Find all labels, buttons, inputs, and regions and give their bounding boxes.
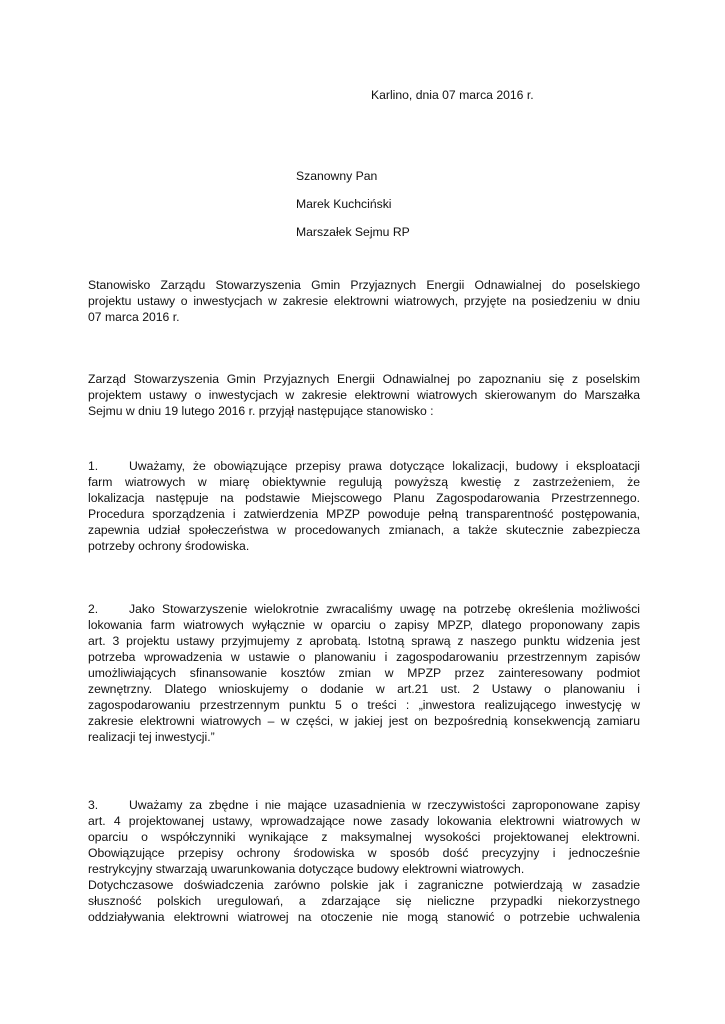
- point-3-number: 3.: [88, 798, 99, 812]
- point-3-line: oddziaływania elektrowni wiatrowej na otoczenie nie mogą stanowić o potrzebie uchwalenia: [88, 910, 640, 924]
- point-1-line-first: [88, 458, 640, 474]
- date-line: Karlino, dnia 07 marca 2016 r.: [371, 88, 534, 102]
- point-1-line: zapewnia udział społeczeństwa w procedowanych zmianach, a także skutecznie zabezpiecza: [88, 523, 640, 537]
- point-2-line: zewnętrzny. Dlatego wnioskujemy o dodanie w art.21 ust. 2 Ustawy o planowaniu i: [88, 682, 640, 696]
- point-1-paragraph: [88, 458, 640, 554]
- title-paragraph: [88, 277, 640, 325]
- point-2-number: 2.: [88, 602, 99, 616]
- point-1-line: potrzeby ochrony środowiska.: [88, 539, 250, 553]
- point-2-line: lokowania farm wiatrowych wyłącznie w oparciu o zapisy MPZP, dlatego proponowany zapis: [88, 618, 640, 632]
- point-3-line: słuszność polskich uregulowań, a zdarzające się nieliczne przypadki niekorzystnego: [88, 894, 640, 908]
- point-1-line: lokalizacja następuje na podstawie Miejscowego Planu Zagospodarowania Przestrzennego.: [88, 491, 640, 505]
- intro-paragraph: [88, 371, 640, 419]
- point-3-line: restrykcyjny stwarzają uwarunkowania dotyczące budowy elektrowni wiatrowych.: [88, 862, 525, 876]
- title-line: Stanowisko Zarządu Stowarzyszenia Gmin Przyjaznych Energii Odnawialnej do poselskiego: [88, 278, 640, 292]
- point-2-line: zagospodarowaniu przestrzennym punktu 5 o treści : „inwestora realizującego inwestycję w: [88, 698, 640, 712]
- point-3-line: oparciu o współczynniki wynikające z maksymalnej wysokości projektowanej elektrowni.: [88, 830, 640, 844]
- point-2-line: umożliwiających sfinansowanie kosztów zmian w MPZP przez zainteresowany podmiot: [88, 666, 640, 680]
- addressee-salutation: Szanowny Pan: [296, 169, 378, 183]
- point-2-line: realizacji tej inwestycji.”: [88, 730, 215, 744]
- point-3-line: Dotychczasowe doświadczenia zarówno polskie jak i zagraniczne potwierdzają w zasadzie: [88, 878, 640, 892]
- point-1-number: 1.: [88, 459, 99, 473]
- intro-line: Sejmu w dniu 19 lutego 2016 r. przyjął następujące stanowisko :: [88, 404, 434, 418]
- point-2-line: art. 3 projektu ustawy przyjmujemy z aprobatą. Istotną sprawą z naszego punktu widzenia jest: [88, 634, 640, 648]
- point-3-line: art. 4 projektowanej ustawy, wprowadzające nowe zasady lokowania elektrowni wiatrowych w: [88, 814, 640, 828]
- point-3-text: Uważamy za zbędne i nie mające uzasadnienia w rzeczywistości zaproponowane zapisy: [129, 798, 640, 812]
- point-3-paragraph: [88, 797, 640, 925]
- intro-line: Zarząd Stowarzyszenia Gmin Przyjaznych Energii Odnawialnej po zapoznaniu się z poselskim: [88, 372, 640, 386]
- point-2-text: Jako Stowarzyszenie wielokrotnie zwracaliśmy uwagę na potrzebę określenia możliwości: [129, 602, 640, 616]
- title-line: projektu ustawy o inwestycjach w zakresie elektrowni wiatrowych, przyjęte na posiedzeniu w dniu: [88, 294, 640, 308]
- addressee-name: Marek Kuchciński: [296, 197, 392, 211]
- point-2-line: potrzeba wprowadzenia w ustawie o planowaniu i zagospodarowaniu przestrzennym zapisów: [88, 650, 640, 664]
- title-line: 07 marca 2016 r.: [88, 310, 180, 324]
- point-3-line: Obowiązujące przepisy ochrony środowiska w sposób dość precyzyjny i jednocześnie: [88, 846, 640, 860]
- addressee-title: Marszałek Sejmu RP: [296, 225, 410, 239]
- intro-line: projektem ustawy o inwestycjach w zakresie elektrowni wiatrowych skierowanym do Marszałka: [88, 388, 640, 402]
- point-2-line: zakresie elektrowni wiatrowych – w części, w jakiej jest on bezpośrednią konsekwencją zamiaru: [88, 714, 640, 728]
- point-1-text: Uważamy, że obowiązujące przepisy prawa dotyczące lokalizacji, budowy i eksploatacji: [129, 459, 640, 473]
- point-2-paragraph: [88, 601, 640, 745]
- point-1-line: farm wiatrowych w miarę obiektywnie regulują powyższą kwestię z zastrzeżeniem, że: [88, 475, 640, 489]
- point-3-line-first: [88, 797, 640, 813]
- point-1-line: Procedura sporządzenia i zatwierdzenia MPZP powoduje pełną transparentność postępowania,: [88, 507, 640, 521]
- point-2-line-first: [88, 601, 640, 617]
